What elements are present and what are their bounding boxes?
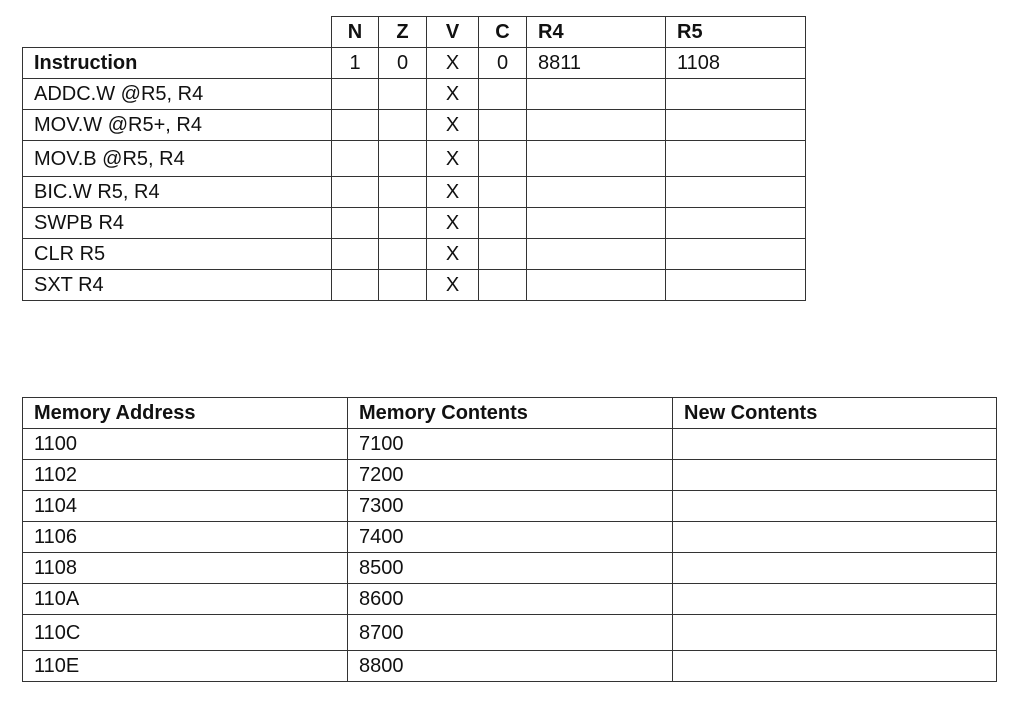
instruction-row bbox=[23, 110, 806, 141]
v-cell: X bbox=[427, 208, 479, 239]
r5-cell[interactable] bbox=[666, 239, 806, 270]
new-contents-cell[interactable] bbox=[673, 522, 997, 553]
memory-address-cell: 1108 bbox=[23, 553, 348, 584]
c-cell[interactable] bbox=[479, 270, 527, 301]
memory-contents-cell: 7200 bbox=[348, 460, 673, 491]
memory-address-header: Memory Address bbox=[23, 398, 348, 429]
n-cell[interactable] bbox=[332, 79, 379, 110]
instruction-row bbox=[23, 208, 806, 239]
n-cell[interactable] bbox=[332, 177, 379, 208]
new-contents-cell[interactable] bbox=[673, 584, 997, 615]
instruction-cell: MOV.W @R5+, R4 bbox=[23, 110, 332, 141]
instruction-column-header: Instruction bbox=[23, 48, 332, 79]
n-cell[interactable] bbox=[332, 270, 379, 301]
v-cell: X bbox=[427, 239, 479, 270]
memory-contents-cell: 8800 bbox=[348, 651, 673, 682]
r5-cell[interactable] bbox=[666, 208, 806, 239]
memory-contents-cell: 7100 bbox=[348, 429, 673, 460]
instruction-cell: CLR R5 bbox=[23, 239, 332, 270]
flag-header-n: N bbox=[332, 17, 379, 48]
memory-address-cell: 1104 bbox=[23, 491, 348, 522]
instruction-row bbox=[23, 79, 806, 110]
memory-row bbox=[23, 615, 997, 651]
new-contents-cell[interactable] bbox=[673, 615, 997, 651]
initial-c: 0 bbox=[479, 48, 527, 79]
memory-address-cell: 1106 bbox=[23, 522, 348, 553]
new-contents-cell[interactable] bbox=[673, 460, 997, 491]
initial-r4: 8811 bbox=[527, 48, 666, 79]
instruction-row bbox=[23, 270, 806, 301]
memory-row bbox=[23, 651, 997, 682]
instruction-cell: SWPB R4 bbox=[23, 208, 332, 239]
flag-header-row bbox=[23, 17, 806, 48]
initial-v: X bbox=[427, 48, 479, 79]
memory-row bbox=[23, 491, 997, 522]
empty-corner-cell bbox=[23, 17, 332, 48]
memory-address-cell: 110E bbox=[23, 651, 348, 682]
memory-contents-cell: 8600 bbox=[348, 584, 673, 615]
c-cell[interactable] bbox=[479, 239, 527, 270]
instruction-cell: SXT R4 bbox=[23, 270, 332, 301]
n-cell[interactable] bbox=[332, 208, 379, 239]
c-cell[interactable] bbox=[479, 208, 527, 239]
instruction-cell: ADDC.W @R5, R4 bbox=[23, 79, 332, 110]
instruction-cell: MOV.B @R5, R4 bbox=[23, 141, 332, 177]
instruction-table bbox=[22, 16, 806, 301]
z-cell[interactable] bbox=[379, 79, 427, 110]
r4-cell[interactable] bbox=[527, 79, 666, 110]
z-cell[interactable] bbox=[379, 239, 427, 270]
register-header-r4: R4 bbox=[527, 17, 666, 48]
n-cell[interactable] bbox=[332, 110, 379, 141]
r4-cell[interactable] bbox=[527, 239, 666, 270]
z-cell[interactable] bbox=[379, 110, 427, 141]
memory-contents-cell: 8500 bbox=[348, 553, 673, 584]
initial-values-row bbox=[23, 48, 806, 79]
new-contents-header: New Contents bbox=[673, 398, 997, 429]
r5-cell[interactable] bbox=[666, 79, 806, 110]
v-cell: X bbox=[427, 79, 479, 110]
r5-cell[interactable] bbox=[666, 177, 806, 208]
r4-cell[interactable] bbox=[527, 141, 666, 177]
memory-row bbox=[23, 429, 997, 460]
initial-n: 1 bbox=[332, 48, 379, 79]
memory-row bbox=[23, 584, 997, 615]
r4-cell[interactable] bbox=[527, 270, 666, 301]
memory-contents-cell: 7300 bbox=[348, 491, 673, 522]
v-cell: X bbox=[427, 270, 479, 301]
z-cell[interactable] bbox=[379, 270, 427, 301]
initial-z: 0 bbox=[379, 48, 427, 79]
z-cell[interactable] bbox=[379, 141, 427, 177]
c-cell[interactable] bbox=[479, 79, 527, 110]
memory-address-cell: 110C bbox=[23, 615, 348, 651]
memory-address-cell: 110A bbox=[23, 584, 348, 615]
z-cell[interactable] bbox=[379, 177, 427, 208]
new-contents-cell[interactable] bbox=[673, 553, 997, 584]
register-header-r5: R5 bbox=[666, 17, 806, 48]
new-contents-cell[interactable] bbox=[673, 651, 997, 682]
memory-header-row bbox=[23, 398, 997, 429]
memory-row bbox=[23, 460, 997, 491]
v-cell: X bbox=[427, 110, 479, 141]
instruction-row bbox=[23, 141, 806, 177]
instruction-cell: BIC.W R5, R4 bbox=[23, 177, 332, 208]
flag-header-v: V bbox=[427, 17, 479, 48]
v-cell: X bbox=[427, 177, 479, 208]
memory-contents-cell: 8700 bbox=[348, 615, 673, 651]
c-cell[interactable] bbox=[479, 141, 527, 177]
r5-cell[interactable] bbox=[666, 141, 806, 177]
memory-contents-header: Memory Contents bbox=[348, 398, 673, 429]
r5-cell[interactable] bbox=[666, 270, 806, 301]
instruction-row bbox=[23, 177, 806, 208]
memory-address-cell: 1100 bbox=[23, 429, 348, 460]
n-cell[interactable] bbox=[332, 141, 379, 177]
memory-row bbox=[23, 522, 997, 553]
r4-cell[interactable] bbox=[527, 110, 666, 141]
c-cell[interactable] bbox=[479, 177, 527, 208]
r4-cell[interactable] bbox=[527, 177, 666, 208]
r4-cell[interactable] bbox=[527, 208, 666, 239]
new-contents-cell[interactable] bbox=[673, 429, 997, 460]
memory-row bbox=[23, 553, 997, 584]
memory-address-cell: 1102 bbox=[23, 460, 348, 491]
z-cell[interactable] bbox=[379, 208, 427, 239]
initial-r5: 1108 bbox=[666, 48, 806, 79]
flag-header-z: Z bbox=[379, 17, 427, 48]
n-cell[interactable] bbox=[332, 239, 379, 270]
flag-header-c: C bbox=[479, 17, 527, 48]
instruction-row bbox=[23, 239, 806, 270]
new-contents-cell[interactable] bbox=[673, 491, 997, 522]
memory-table bbox=[22, 397, 997, 682]
r5-cell[interactable] bbox=[666, 110, 806, 141]
c-cell[interactable] bbox=[479, 110, 527, 141]
memory-contents-cell: 7400 bbox=[348, 522, 673, 553]
v-cell: X bbox=[427, 141, 479, 177]
